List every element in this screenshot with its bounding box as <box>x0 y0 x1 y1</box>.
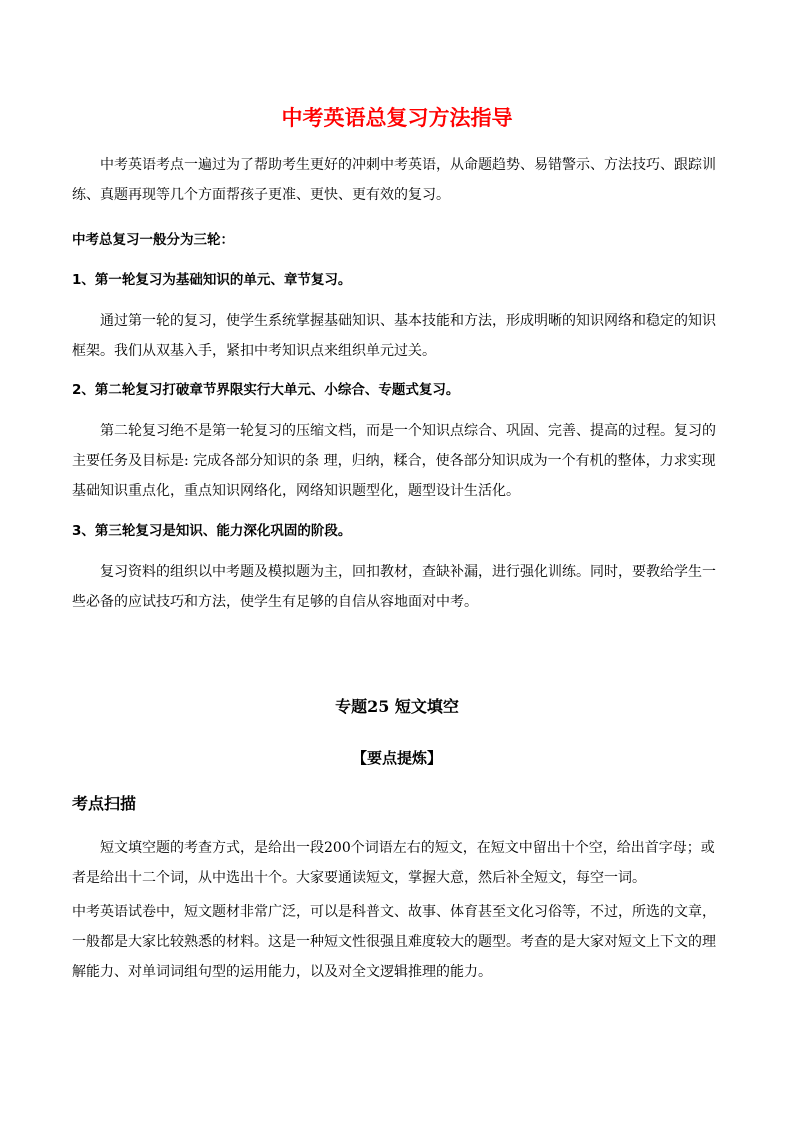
intro-paragraph: 中考英语考点一遍过为了帮助考生更好的冲刺中考英语，从命题趋势、易错警示、方法技巧、跟踪训练、真题再现等几个方面帮孩子更准、更快、更有效的复习。 <box>72 157 716 203</box>
round-1-heading: 1、第一轮复习为基础知识的单元、章节复习。 <box>72 272 352 288</box>
round-3-heading: 3、第三轮复习是知识、能力深化巩固的阶段。 <box>72 523 352 539</box>
round-2-heading: 2、第二轮复习打破章节界限实行大单元、小综合、专题式复习。 <box>72 382 460 398</box>
topic-paragraph-1: 短文填空题的考查方式，是给出一段200个词语左右的短文，在短文中留出十个空，给出首字母；或者是给出十二个词，从中选出十个。大家要通读短文，掌握大意，然后补全短文，每空一词。 <box>72 840 715 886</box>
round-3-text: 复习资料的组织以中考题及模拟题为主，回扣教材，查缺补漏，进行强化训练。同时，要教给学生一些必备的应试技巧和方法，使学生有足够的自信从容地面对中考。 <box>72 564 716 610</box>
round-2-text: 第二轮复习绝不是第一轮复习的压缩文档，而是一个知识点综合、巩固、完善、提高的过程。复习的主要任务及目标是: 完成各部分知识的条 理，归纳，糅合，使各部分知识成为一个有机的整体，力求实现基础知识重点化，重点知识网络化，网络知识题型化，题型设计生活化。 <box>72 423 716 499</box>
topic-title: 专题25 短文填空 <box>335 697 459 716</box>
scan-heading: 考点扫描 <box>72 794 137 813</box>
topic-subtitle: 【要点提炼】 <box>351 749 442 767</box>
round-1-text: 通过第一轮的复习，使学生系统掌握基础知识、基本技能和方法，形成明晰的知识网络和稳定的知识框架。我们从双基入手，紧扣中考知识点来组织单元过关。 <box>72 313 716 359</box>
overview-heading: 中考总复习一般分为三轮： <box>72 232 234 248</box>
document-title: 中考英语总复习方法指导 <box>281 106 513 130</box>
topic-paragraph-2: 中考英语试卷中，短文题材非常广泛，可以是科普文、故事、体育甚至文化习俗等，不过，所选的文章，一般都是大家比较熟悉的材料。这是一种短文性很强且难度较大的题型。考查的是大家对短文上下文的理解能力、对单词词组句型的运用能力，以及对全文逻辑推理的能力。 <box>72 904 716 980</box>
